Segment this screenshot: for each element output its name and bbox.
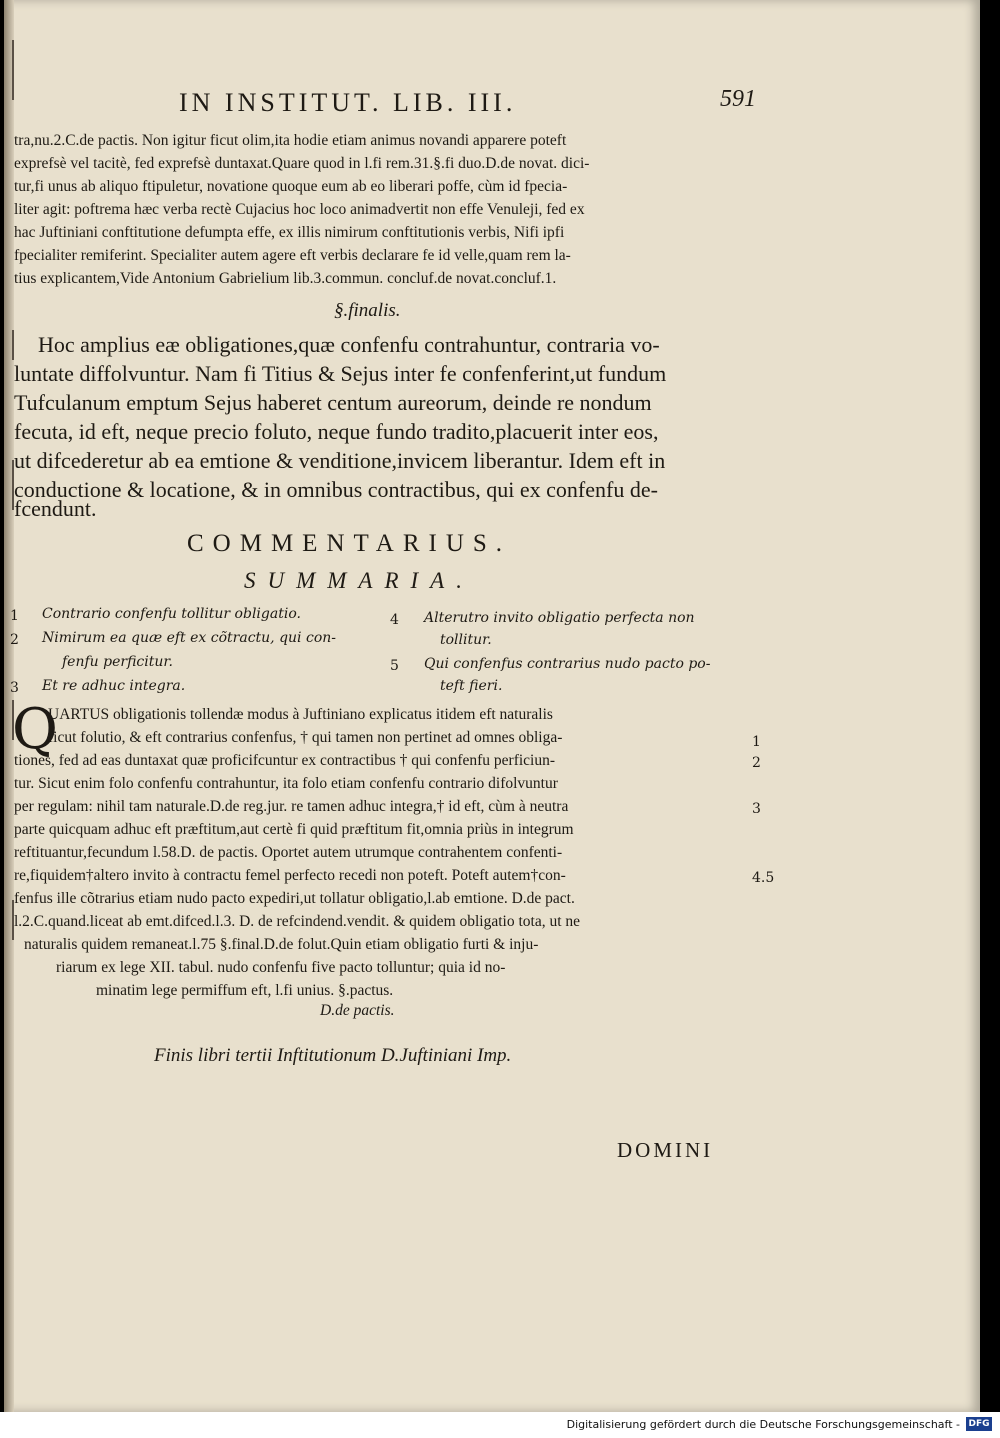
running-title: IN INSTITUT. LIB. III. <box>179 88 517 117</box>
footer-credit: Digitalisierung gefördert durch die Deutsche Forschungsgemeinschaft - <box>566 1418 960 1431</box>
summary-number: 4 <box>390 612 399 628</box>
comment-line: UARTUS obligationis tollendæ modus à Juftiniano explicatus itidem eft naturalis <box>48 706 553 723</box>
comment-line: parte quicquam adhuc eft præftitum,aut certè fi quid præftitum fit,omnia priùs in integrum <box>14 821 574 838</box>
commentarius-heading: COMMENTARIUS. <box>187 530 512 557</box>
finis-line: Finis libri tertii Inftitutionum D.Juftiniani Imp. <box>154 1045 512 1066</box>
comment-line: tur. Sicut enim folo confenfu contrahuntur, ita folo etiam confenfu contrario difolvuntur <box>14 775 558 792</box>
comment-line: fenfus ille cõtrarius etiam nudo pacto expediri,ut tollatur obligatio,l.ab emtione. D.de pact. <box>14 890 575 907</box>
drop-cap: Q <box>12 697 58 762</box>
comment-line: naturalis quidem remaneat.l.75 §.final.D.de folut.Quin etiam obligatio furti & inju- <box>24 936 539 953</box>
margin-number: 1 <box>752 734 761 750</box>
footer-bar <box>0 1412 1000 1438</box>
comment-line: reftituantur,fecundum l.58.D. de pactis. Oportet autem utrumque contrahentem confenti- <box>14 844 563 861</box>
catchword: DOMINI <box>617 1138 714 1162</box>
top-text-line: liter agit: poftrema hæc verba rectè Cujacius hoc loco animadvertit non effe Venuleji, fed ex <box>14 201 585 218</box>
summary-item: Qui confenfus contrarius nudo pacto po- <box>424 656 711 672</box>
summary-number: 1 <box>10 608 19 624</box>
text-line: Hoc amplius eæ obligationes,quæ confenfu contrahuntur, contraria vo- <box>38 332 660 357</box>
top-text-line: exprefsè vel tacitè, fed exprefsè duntaxat.Quare quod in l.fi rem.31.§.fi duo.D.de novat. dici- <box>14 155 590 172</box>
margin-number: 2 <box>752 755 761 771</box>
margin-number: 4.5 <box>752 870 775 886</box>
comment-line: tiones, fed ad eas duntaxat quæ proficifcuntur ex contractibus † qui confenfu perficiun- <box>14 752 556 769</box>
top-text-line: fpecialiter remiferint. Specialiter autem agere eft verbis declarare fe id velle,quam rem la- <box>14 247 571 264</box>
summary-item: Et re adhuc integra. <box>42 678 186 694</box>
summary-item: Nimirum ea quæ eft ex cõtractu, qui con- <box>42 630 336 646</box>
text-line: luntate diffolvuntur. Nam fi Titius & Sejus inter fe confenferint,ut fundum <box>14 361 667 386</box>
margin-number: 3 <box>752 801 761 817</box>
top-text-line: tur,fi unus ab aliquo ftipuletur, novatione quoque eum ab eo liberari poffe, cùm id fpecia- <box>14 178 568 195</box>
comment-line: ficut folutio, & eft contrarius confenfus, † qui tamen non pertinet ad omnes obliga- <box>48 729 563 746</box>
summary-number: 5 <box>390 658 399 674</box>
summary-item: teft fieri. <box>440 678 503 694</box>
comment-line: per regulam: nihil tam naturale.D.de reg.jur. re tamen adhuc integra,† id eft, cùm à neutra <box>14 798 569 815</box>
gutter-mark <box>12 330 14 360</box>
text-line: ut difcederetur ab ea emtione & venditione,invicem liberantur. Idem eft in <box>14 448 666 473</box>
text-line: fecuta, id eft, neque precio foluto, neque fundo tradito,placuerit inter eos, <box>14 419 659 444</box>
dfg-logo: DFG <box>966 1417 992 1431</box>
comment-line: minatim lege permiffum eft, l.fi unius. §.pactus. <box>96 982 394 999</box>
summary-number: 2 <box>10 632 19 648</box>
folio-number: 591 <box>720 86 756 112</box>
text-line: fcendunt. <box>14 496 97 521</box>
summaria-heading: SUMMARIA. <box>244 568 474 593</box>
summary-number: 3 <box>10 680 19 696</box>
summary-item: fenfu perficitur. <box>62 654 173 670</box>
summary-item: Contrario confenfu tollitur obligatio. <box>42 606 301 622</box>
top-text-line: tius explicantem,Vide Antonium Gabrielium lib.3.commun. concluf.de novat.concluf.1. <box>14 270 557 287</box>
book-page <box>4 0 980 1412</box>
text-line: conductione & locatione, & in omnibus contractibus, qui ex confenfu de- <box>14 477 658 502</box>
comment-line: l.2.C.quand.liceat ab emt.difced.l.3. D. de refcindend.vendit. & quidem obligatio tota, ut ne <box>14 913 581 930</box>
comment-line: re,fiquidem†altero invito à contractu femel perfecto recedi non poteft. Poteft autem†con- <box>14 867 566 884</box>
top-text-line: hac Juftiniani conftitutione defumpta effe, ex illis nimirum conftitutionis verbis, Nifi ipfi <box>14 224 565 241</box>
top-text-line: tra,nu.2.C.de pactis. Non igitur ficut olim,ita hodie etiam animus novandi apparere poteft <box>14 132 567 149</box>
section-heading: §.finalis. <box>334 300 401 321</box>
summary-item: Alterutro invito obligatio perfecta non <box>424 610 695 626</box>
comment-line: D.de pactis. <box>320 1002 395 1019</box>
gutter-mark <box>12 40 14 100</box>
comment-line: riarum ex lege XII. tabul. nudo confenfu five pacto tolluntur; quia id no- <box>56 959 506 976</box>
summary-item: tollitur. <box>440 632 492 648</box>
text-line: Tufculanum emptum Sejus haberet centum aureorum, deinde re nondum <box>14 390 652 415</box>
